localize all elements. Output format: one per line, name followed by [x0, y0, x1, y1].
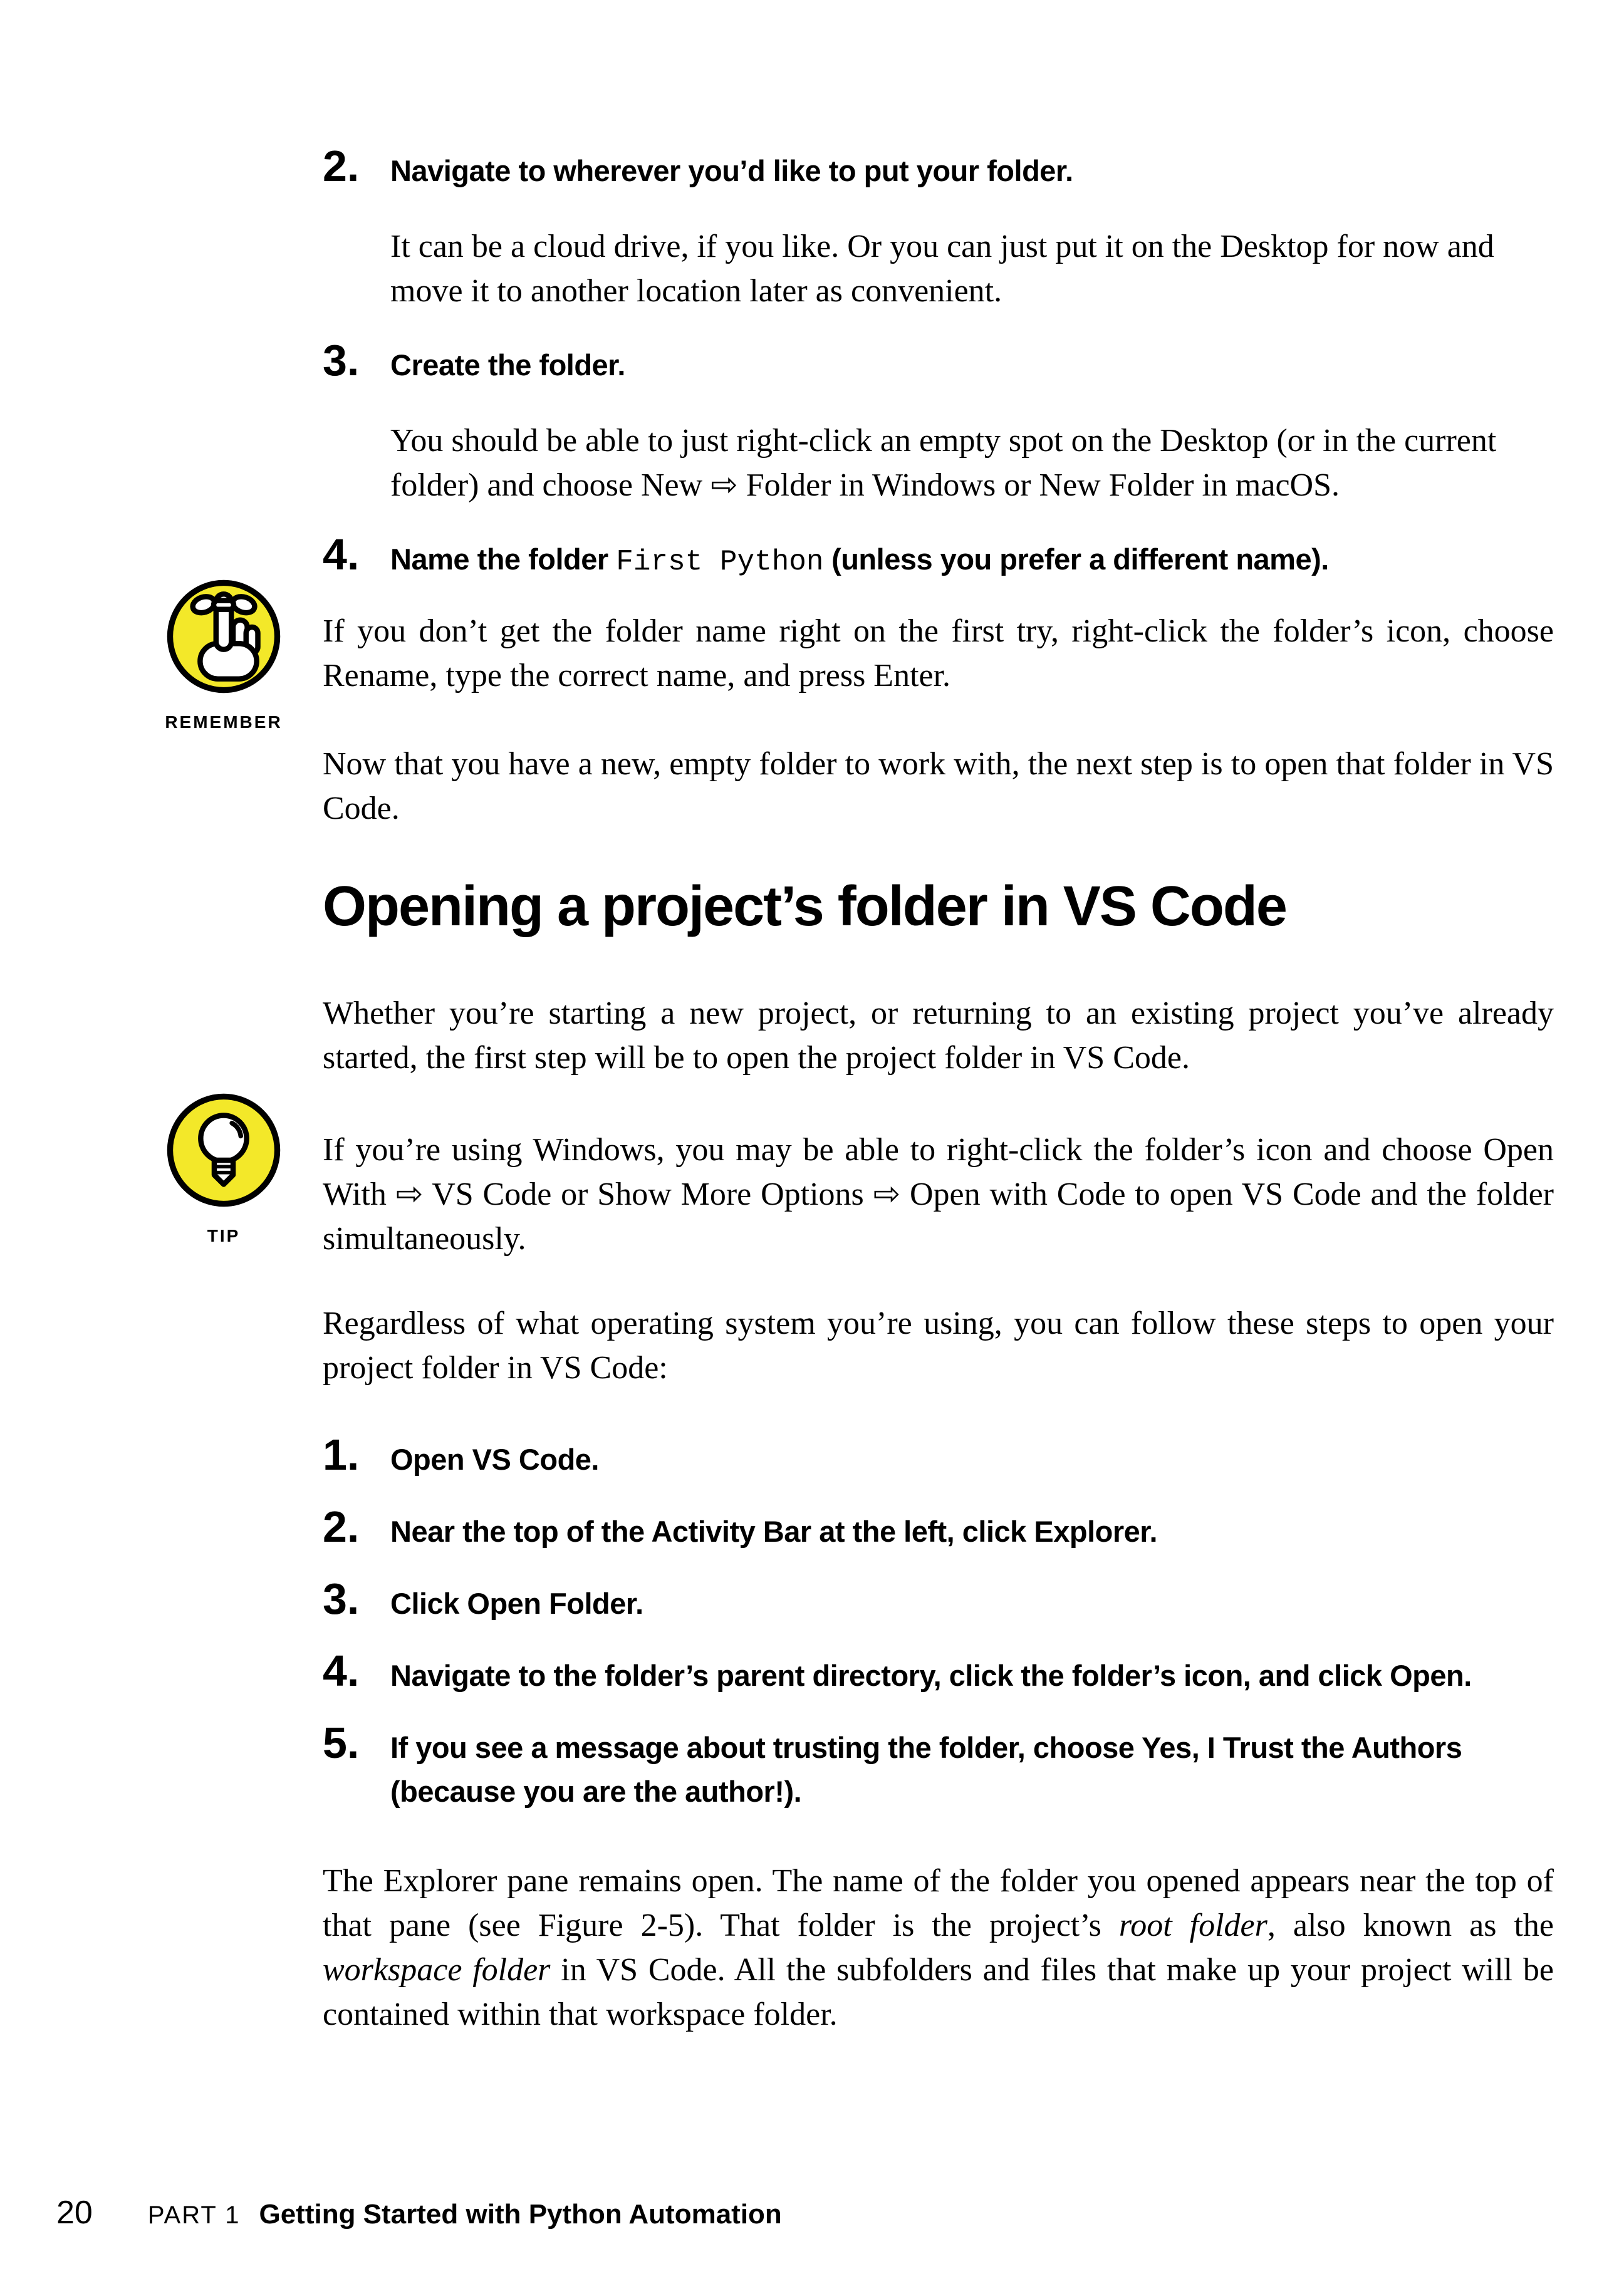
explorer-pane-paragraph: [323, 1859, 1554, 2037]
step-item-4: [323, 1646, 1554, 1698]
step-number: 4.: [323, 530, 360, 579]
step-title: Near the top of the Activity Bar at the left, click Explorer.: [390, 1514, 1158, 1548]
step-number: 2.: [323, 142, 360, 190]
italic-term-root-folder: root folder: [1118, 1907, 1267, 1943]
intro-paragraph: Whether you’re starting a new project, or returning to an existing project you’ve already started, the first step will be to open the project folder in VS Code.: [323, 995, 1554, 1076]
page-footer: [56, 2196, 782, 2229]
section-heading: Opening a project’s folder in VS Code: [323, 875, 1286, 938]
step-item-2: [323, 144, 1554, 313]
step-title: Navigate to wherever you’d like to put your folder.: [390, 154, 1073, 187]
step-item-2: [323, 1502, 1554, 1554]
step-title: Click Open Folder.: [390, 1586, 643, 1620]
step-title: Open VS Code.: [390, 1442, 599, 1476]
step-paragraph: It can be a cloud drive, if you like. Or you can just put it on the Desktop for now and move it to another location later as convenient.: [390, 229, 1494, 309]
transition-paragraph: Now that you have a new, empty folder to work with, the next step is to open that folder in VS Code.: [323, 746, 1554, 826]
remember-finger-string-icon: [165, 578, 283, 695]
remember-label: REMEMBER: [165, 712, 283, 732]
tip-label: TIP: [207, 1226, 241, 1245]
step-title-text: (unless you prefer a different name).: [823, 543, 1329, 576]
step-paragraph: You should be able to just right-click an empty spot on the Desktop (or in the current folder) and choose New ⇨ Folder in Windows or New Folder in macOS.: [390, 423, 1497, 503]
step-item-5: [323, 1718, 1554, 1814]
step-content: [390, 1510, 1554, 1554]
step-number: 3.: [323, 336, 360, 385]
step-content: [390, 538, 1554, 584]
paragraph-text: in VS Code. All the subfolders and files that make up your project will be contained within that workspace folder.: [323, 1951, 1554, 2032]
tip-lightbulb-icon: [165, 1091, 283, 1209]
step-number: 2.: [323, 1502, 360, 1551]
step-content: [390, 1582, 1554, 1626]
numbered-steps-create-folder: [323, 144, 1554, 584]
numbered-steps-open-folder: [323, 1430, 1554, 1814]
remember-paragraph: If you don’t get the folder name right on the first try, right-click the folder’s icon, choose Rename, type the correct name, and press Enter.: [323, 613, 1554, 693]
page-number: 20: [56, 2195, 93, 2231]
step-title: If you see a message about trusting the folder, choose Yes, I Trust the Authors (because you are the author!).: [390, 1730, 1462, 1808]
inline-code-folder-name: First Python: [616, 546, 824, 578]
part-label: PART 1: [147, 2201, 241, 2229]
step-number: 3.: [323, 1574, 360, 1623]
step-content: [390, 149, 1554, 313]
step-title: Create the folder.: [390, 348, 625, 382]
tip-paragraph: If you’re using Windows, you may be able to right-click the folder’s icon and choose Open With ⇨ VS Code or Show More Options ⇨ Open with Code to open VS Code and the folder simultaneously.: [323, 1131, 1554, 1257]
step-content: [390, 1438, 1554, 1482]
step-title: [390, 538, 1554, 584]
step-title: Navigate to the folder’s parent directory, click the folder’s icon, and click Open.: [390, 1658, 1472, 1692]
step-content: [390, 1654, 1554, 1698]
paragraph-text: The Explorer pane remains open. The name of the folder you opened appears near the top of that pane (see Figure 2-5). That folder is the project’s: [323, 1862, 1554, 1943]
remember-margin-icon: [145, 578, 302, 732]
paragraph-text: , also known as the: [1267, 1907, 1554, 1943]
step-content: [390, 1726, 1554, 1814]
tip-margin-icon: [145, 1091, 302, 1245]
step-item-4: [323, 532, 1554, 584]
step-content: [390, 343, 1554, 507]
step-number: 1.: [323, 1430, 360, 1479]
steps-leadin-paragraph: Regardless of what operating system you’re using, you can follow these steps to open your project folder in VS Code:: [323, 1305, 1554, 1386]
step-item-3: [323, 1574, 1554, 1626]
step-item-1: [323, 1430, 1554, 1482]
step-number: 4.: [323, 1646, 360, 1695]
step-item-3: [323, 338, 1554, 507]
step-number: 5.: [323, 1718, 360, 1767]
step-title-text: Name the folder: [390, 543, 617, 576]
italic-term-workspace-folder: workspace folder: [323, 1951, 551, 1988]
part-title: Getting Started with Python Automation: [259, 2199, 782, 2230]
